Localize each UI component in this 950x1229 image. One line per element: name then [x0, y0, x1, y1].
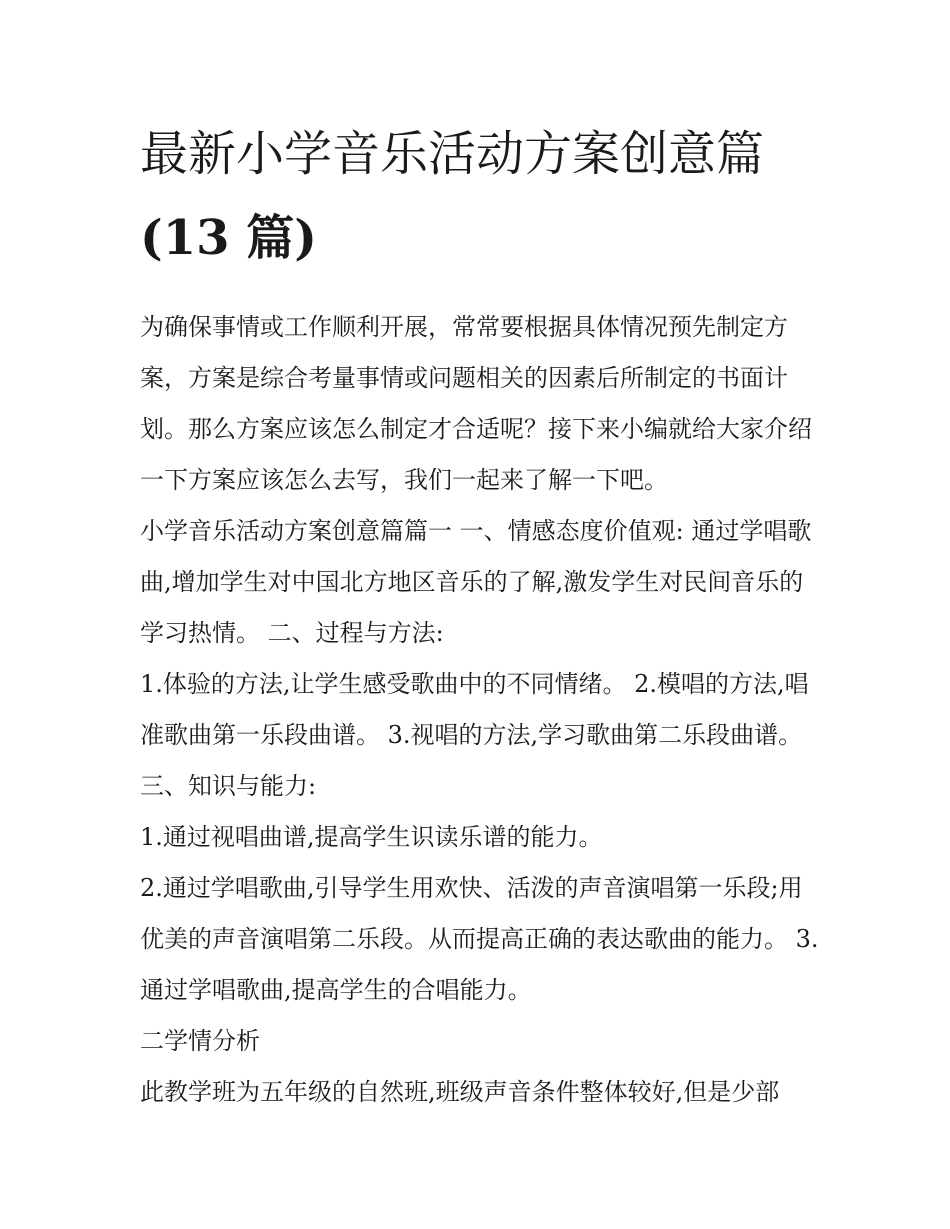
- section-heading-analysis: 二学情分析: [140, 1027, 260, 1055]
- title-line-2: (13 篇): [140, 210, 317, 266]
- paragraph-analysis: 此教学班为五年级的自然班,班级声音条件整体较好,但是少部: [140, 1078, 780, 1106]
- document-page: [140, 112, 820, 1118]
- document-body: [140, 302, 820, 1118]
- paragraph-section-one: 小学音乐活动方案创意篇篇一 一、情感态度价值观: 通过学唱歌曲,增加学生对中国北方地区音乐的了解,激发学生对民间音乐的学习热情。 二、过程与方法:: [140, 517, 812, 647]
- title-line-1: 最新小学音乐活动方案创意篇: [140, 126, 765, 182]
- paragraph-knowledge-2: 2.通过学唱歌曲,引导学生用欢快、活泼的声音演唱第一乐段;用优美的声音演唱第二乐段。从而提高正确的表达歌曲的能力。 3.通过学唱歌曲,提高学生的合唱能力。: [140, 874, 819, 1004]
- paragraph-knowledge-1: 1.通过视唱曲谱,提高学生识读乐谱的能力。: [140, 823, 603, 851]
- paragraph-methods: 1.体验的方法,让学生感受歌曲中的不同情绪。 2.模唱的方法,唱准歌曲第一乐段曲谱。 3.视唱的方法,学习歌曲第二乐段曲谱。 三、知识与能力:: [140, 670, 809, 800]
- document-title: [140, 112, 820, 280]
- paragraph-intro: 为确保事情或工作顺利开展，常常要根据具体情况预先制定方案，方案是综合考量事情或问题相关的因素后所制定的书面计划。那么方案应该怎么制定才合适呢？接下来小编就给大家介绍一下方案应该怎么去写，我们一起来了解一下吧。: [140, 313, 812, 494]
